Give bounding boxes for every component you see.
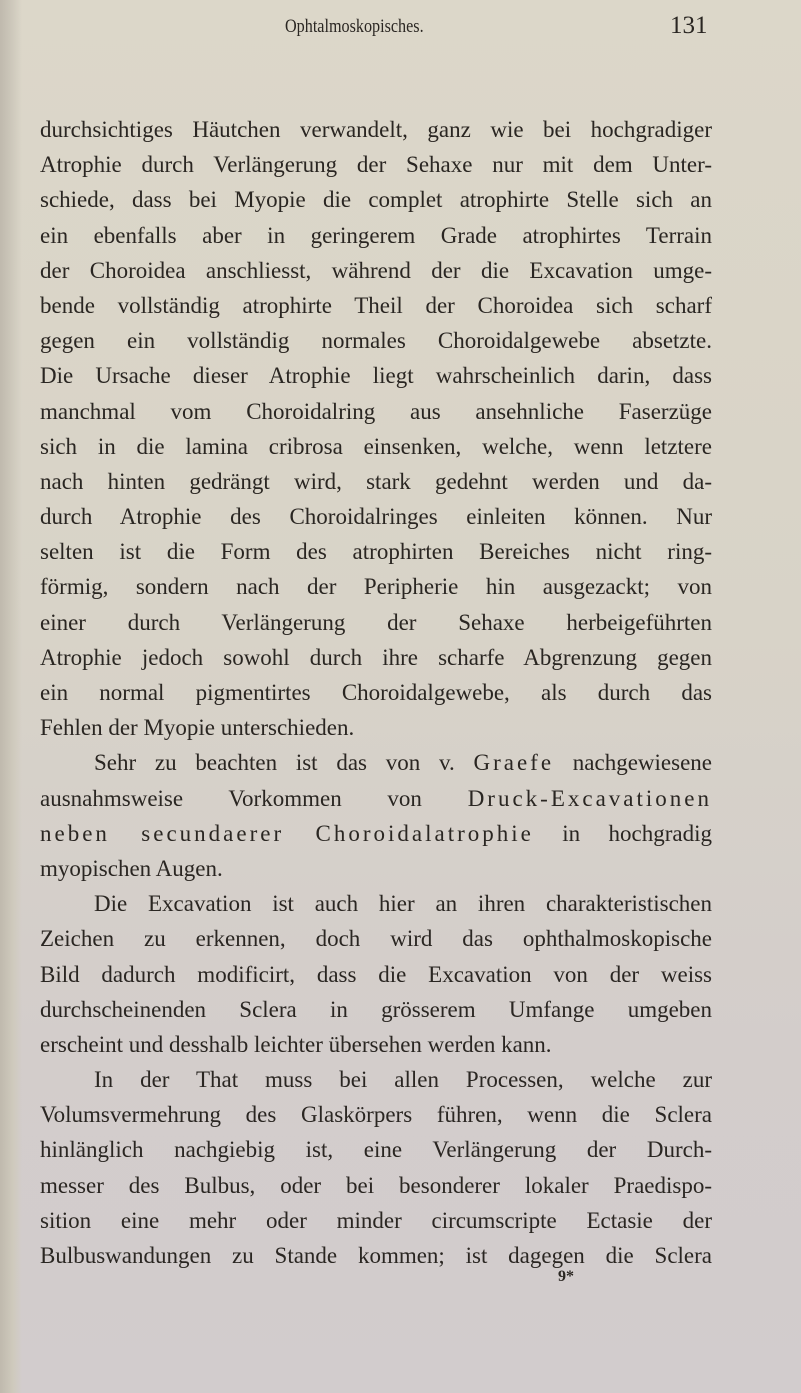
text-line: [40, 886, 712, 921]
text-segment: in hochgradig: [533, 820, 712, 846]
text-segment: myopischen Augen.: [40, 855, 223, 881]
text-line: [40, 358, 712, 393]
text-line: [40, 640, 712, 675]
text-line: [40, 1062, 712, 1097]
text-segment: ein normal pigmentirtes Choroidalgewebe, als durch das: [40, 680, 712, 705]
text-line: [40, 464, 712, 499]
text-segment: Fehlen der Myopie unterschieden.: [40, 715, 355, 741]
text-line: [40, 218, 712, 253]
text-line: [40, 1168, 712, 1203]
text-segment: förmig, sondern nach der Peripherie hin ausgezackt; von: [40, 574, 712, 600]
text-line: [40, 1027, 712, 1062]
text-segment: ein ebenfalls aber in geringerem Grade atrophirtes Terrain: [40, 222, 712, 248]
text-segment: nachgewiesene: [554, 750, 712, 776]
text-line: [40, 253, 712, 288]
text-segment: messer des Bulbus, oder bei besonderer lokaler Praedispo-: [40, 1172, 712, 1198]
running-title: Ophtalmoskopisches.: [285, 16, 424, 37]
text-segment: sich in die lamina cribrosa einsenken, welche, wenn letztere: [40, 433, 712, 459]
text-segment: schiede, dass bei Myopie die complet atrophirte Stelle sich an: [40, 187, 712, 213]
text-line: [40, 534, 712, 569]
text-line: [40, 569, 712, 604]
text-line: [40, 992, 712, 1027]
text-segment: Die Ursache dieser Atrophie liegt wahrscheinlich darin, dass: [40, 363, 712, 389]
text-line: [40, 429, 712, 464]
text-line: [40, 710, 712, 745]
text-segment: durchscheinenden Sclera in grösserem Umfange umgeben: [40, 996, 712, 1022]
text-segment: durchsichtiges Häutchen verwandelt, ganz wie bei hochgradiger: [40, 117, 712, 142]
text-line: [40, 323, 712, 358]
text-segment: erscheint und desshalb leichter übersehen werden kann.: [40, 1031, 552, 1057]
text-segment: ausnahmsweise Vorkommen von: [40, 785, 468, 811]
text-line: [40, 921, 712, 956]
book-gutter: [0, 0, 22, 1393]
text-segment: Atrophie jedoch sowohl durch ihre scharfe Abgrenzung gegen: [40, 644, 712, 670]
spaced-text: Graefe: [473, 750, 555, 776]
text-segment: der Choroidea anschliesst, während der die Excavation umge-: [40, 257, 712, 283]
text-segment: Zeichen zu erkennen, doch wird das ophthalmoskopische: [40, 926, 712, 952]
text-line: [40, 1097, 712, 1132]
text-segment: In der That muss bei allen Processen, welche zur: [94, 1067, 712, 1093]
text-segment: Bild dadurch modificirt, dass die Excavation von der weiss: [40, 961, 712, 987]
text-segment: Volumsvermehrung des Glaskörpers führen, wenn die Sclera: [40, 1102, 712, 1128]
text-line: [40, 1238, 712, 1273]
text-segment: Die Excavation ist auch hier an ihren charakteristischen: [94, 891, 712, 917]
text-line: [40, 147, 712, 182]
text-segment: selten ist die Form des atrophirten Bereiches nicht ring-: [40, 539, 712, 565]
text-segment: nach hinten gedrängt wird, stark gedehnt werden und da-: [40, 468, 712, 494]
text-segment: bende vollständig atrophirte Theil der Choroidea sich scharf: [40, 292, 712, 318]
text-line: [40, 745, 712, 780]
text-line: [40, 1203, 712, 1238]
text-line: [40, 816, 712, 851]
text-segment: Bulbuswandungen zu Stande kommen; ist dagegen die Sclera: [40, 1243, 712, 1268]
spaced-text: neben secundaerer Choroidalatrophie: [40, 820, 534, 846]
signature-mark: 9*: [558, 1268, 574, 1285]
text-segment: durch Atrophie des Choroidalringes einleiten können. Nur: [40, 504, 712, 530]
text-segment: Sehr zu beachten ist das von v.: [94, 750, 474, 776]
text-line: [40, 851, 712, 886]
text-segment: manchmal vom Choroidalring aus ansehnliche Faserzüge: [40, 398, 712, 424]
text-line: [40, 288, 712, 323]
page-header: [0, 12, 801, 42]
text-line: [40, 112, 712, 147]
text-line: [40, 957, 712, 992]
text-segment: gegen ein vollständig normales Choroidalgewebe absetzte.: [40, 328, 712, 354]
body-text: [40, 112, 712, 1273]
text-segment: Atrophie durch Verlängerung der Sehaxe nur mit dem Unter-: [40, 152, 712, 178]
spaced-text: Druck-Excavationen: [467, 785, 712, 811]
text-segment: sition eine mehr oder minder circumscripte Ectasie der: [40, 1207, 712, 1233]
text-line: [40, 781, 712, 816]
text-line: [40, 605, 712, 640]
page-number: 131: [670, 12, 708, 39]
text-line: [40, 675, 712, 710]
text-line: [40, 499, 712, 534]
text-line: [40, 1132, 712, 1167]
text-line: [40, 182, 712, 217]
text-line: [40, 394, 712, 429]
text-segment: einer durch Verlängerung der Sehaxe herbeigeführten: [40, 609, 712, 635]
text-segment: hinlänglich nachgiebig ist, eine Verlängerung der Durch-: [40, 1137, 712, 1163]
